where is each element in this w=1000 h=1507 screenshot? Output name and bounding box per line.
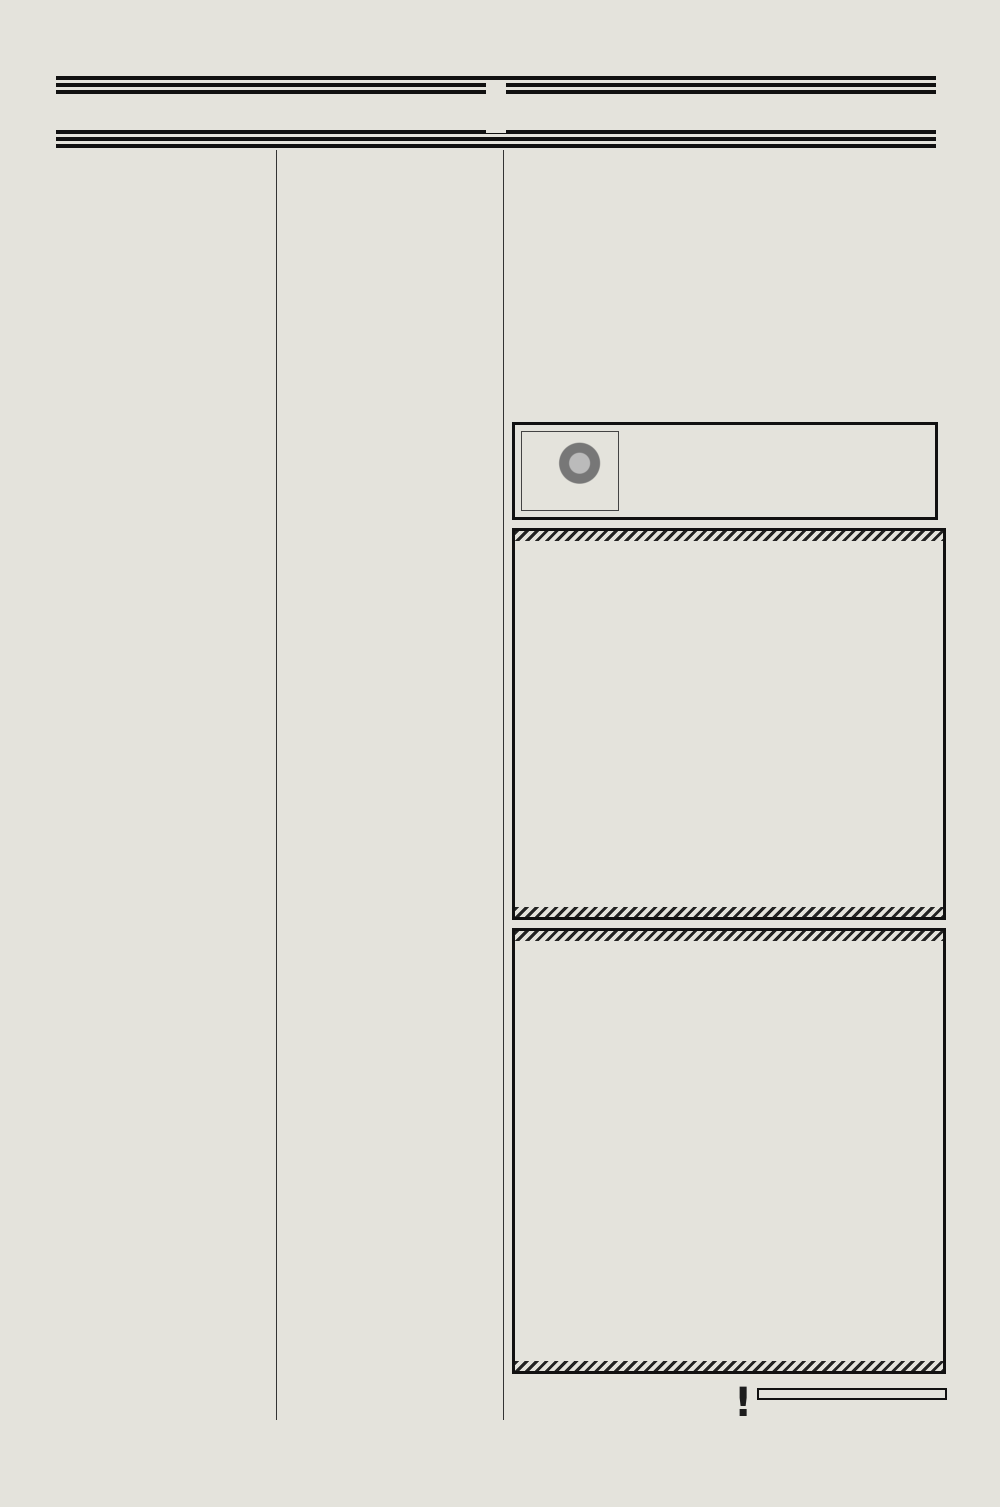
books-ad — [512, 928, 946, 1374]
annual-report — [512, 152, 932, 412]
column-divider — [276, 150, 277, 1420]
exclamation-mark: ! — [734, 1380, 753, 1426]
trumpeter-illustration — [521, 431, 619, 511]
music-store-ad — [512, 422, 938, 520]
banner-title — [56, 82, 936, 133]
column-theatre-radio — [60, 150, 268, 1465]
promo-right — [757, 1388, 947, 1400]
column-divider — [503, 150, 504, 1420]
agronomic-journal-ad — [512, 528, 946, 920]
column-exchange-notices — [284, 150, 496, 1430]
announcements-banner — [56, 76, 936, 158]
promo-bar — [512, 1378, 940, 1442]
